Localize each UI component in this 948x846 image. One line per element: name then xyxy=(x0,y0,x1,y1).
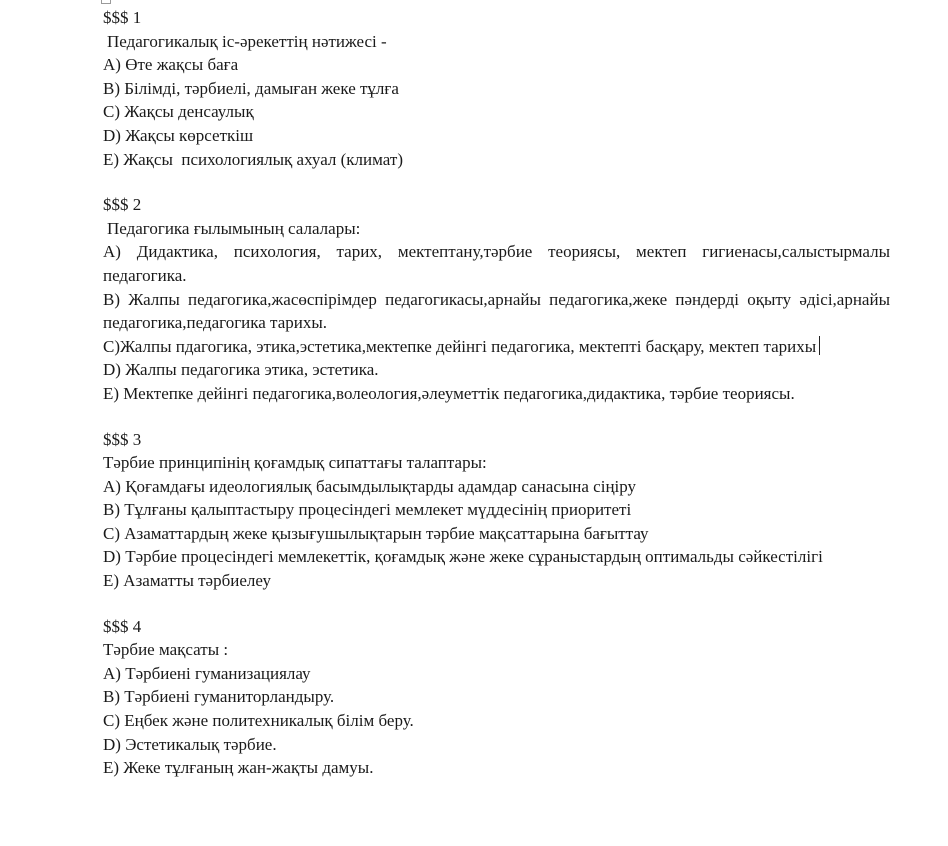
answer-option-d: D) Жақсы көрсеткіш xyxy=(103,125,254,145)
question-text: Педагогикалық іс-әрекеттің нәтижесі - xyxy=(107,31,387,51)
answer-option-b: B) Тұлғаны қалыптастыру процесіндегі мемлекет мүддесінің приоритеті xyxy=(103,500,632,520)
spacer xyxy=(103,171,890,193)
question-number: $$$ 3 xyxy=(103,429,142,449)
answer-option-d: D) Эстетикалық тәрбие. xyxy=(103,734,277,754)
question-text: Тәрбие принципінің қоғамдық сипаттағы талаптары: xyxy=(103,453,487,473)
answer-option-c-text: C)Жалпы пдагогика, этика,эстетика,мектепке дейінгі педагогика, мектепті басқару, мектеп тарихы xyxy=(103,336,817,356)
answer-option-b: B) Жалпы педагогика,жасөспірімдер педагогикасы,арнайы педагогика,жеке пәндерді оқыту әдісі,арнайы педагогика,педагогика тарихы. xyxy=(103,289,890,333)
answer-option-e: E) Жеке тұлғаның жан-жақты дамуы. xyxy=(103,758,374,778)
answer-option-c: C) Еңбек және политехникалық білім беру. xyxy=(103,711,414,731)
answer-option-c xyxy=(103,335,890,359)
answer-option-b: B) Тәрбиені гуманиторландыру. xyxy=(103,687,335,707)
text-cursor xyxy=(819,336,820,355)
answer-option-c: C) Жақсы денсаулық xyxy=(103,102,254,122)
answer-option-e: E) Азаматты тәрбиелеу xyxy=(103,571,271,591)
question-4 xyxy=(103,615,890,780)
answer-option-d: D) Тәрбие процесіндегі мемлекеттік, қоғамдық және жеке сұраныстардың оптимальды сәйкестілігі xyxy=(103,547,823,567)
answer-option-d: D) Жалпы педагогика этика, эстетика. xyxy=(103,360,379,380)
spacer xyxy=(103,406,890,428)
question-text: Педагогика ғылымының салалары: xyxy=(107,218,361,238)
document-page xyxy=(103,0,890,780)
question-text: Тәрбие мақсаты : xyxy=(103,640,229,660)
answer-option-e: E) Жақсы психологиялық ахуал (климат) xyxy=(103,149,403,169)
answer-option-c: C) Азаматтардың жеке қызығушылықтарын тәрбие мақсаттарына бағыттау xyxy=(103,523,649,543)
question-number: $$$ 4 xyxy=(103,616,142,636)
question-number: $$$ 1 xyxy=(103,8,142,27)
question-3 xyxy=(103,428,890,593)
answer-option-e: E) Мектепке дейінгі педагогика,волеология,әлеуметтік педагогика,дидактика, тәрбие теориясы. xyxy=(103,383,795,403)
answer-option-a: A) Тәрбиені гуманизациялау xyxy=(103,663,311,683)
question-1 xyxy=(103,0,890,171)
answer-option-a: A) Дидактика, психология, тарих, мектептану,тәрбие теориясы, мектеп гигиенасы,салыстырмалы педагогика. xyxy=(103,242,890,285)
question-number: $$$ 2 xyxy=(103,195,142,215)
answer-option-a: A) Қоғамдағы идеологиялық басымдылықтарды адамдар санасына сіңіру xyxy=(103,476,637,496)
answer-option-b: B) Білімді, тәрбиелі, дамыған жеке тұлға xyxy=(103,78,399,98)
question-2 xyxy=(103,193,890,405)
answer-option-a: A) Өте жақсы баға xyxy=(103,55,239,75)
spacer xyxy=(103,593,890,615)
